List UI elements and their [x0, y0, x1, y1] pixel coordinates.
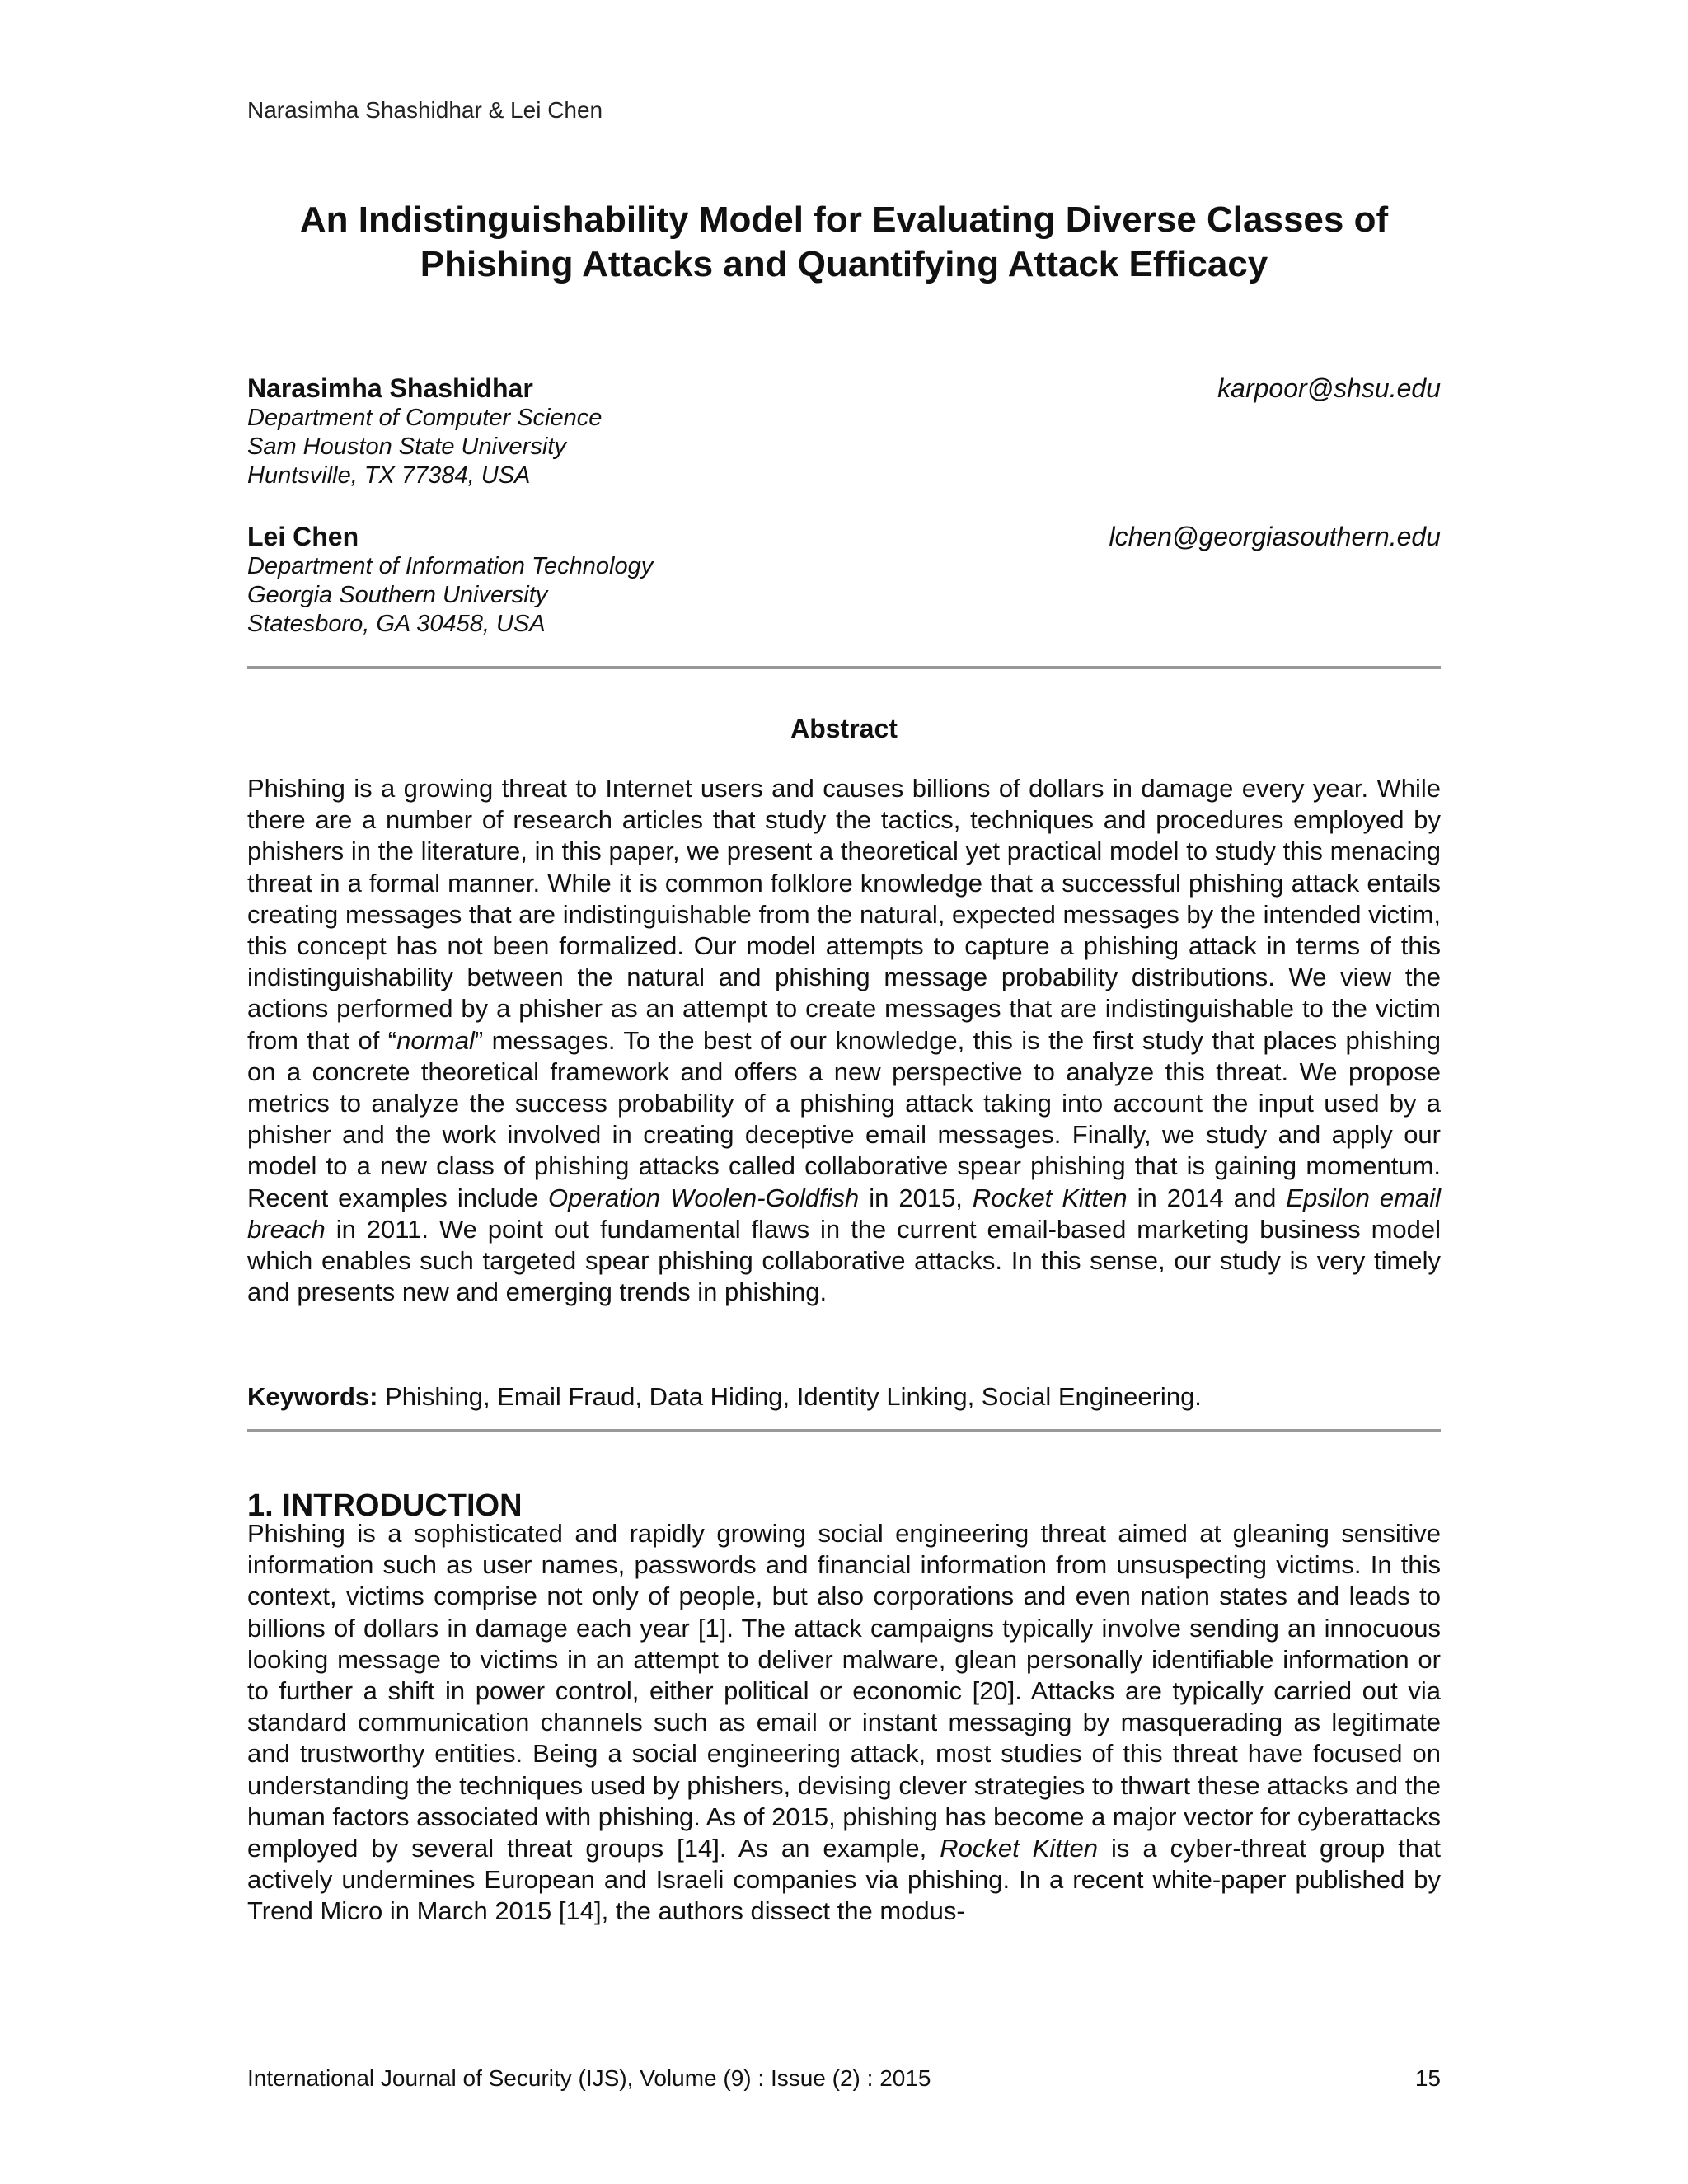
abstract-italic: Rocket Kitten [972, 1183, 1128, 1212]
author-email[interactable]: lchen@georgiasouthern.edu [1109, 522, 1441, 551]
running-header: Narasimha Shashidhar & Lei Chen [247, 97, 603, 123]
author-name: Narasimha Shashidhar [247, 373, 533, 403]
author-location: Statesboro, GA 30458, USA [247, 611, 546, 637]
title-line-2: Phishing Attacks and Quantifying Attack Efficacy [420, 244, 1268, 284]
abstract-heading: Abstract [790, 714, 898, 743]
author-location: Huntsville, TX 77384, USA [247, 462, 531, 489]
title-line-1: An Indistinguishability Model for Evaluating Diverse Classes of [299, 199, 1389, 240]
author-block-1 [247, 373, 1441, 490]
introduction-text [247, 1518, 1441, 1928]
footer-journal: International Journal of Security (IJS), Volume (9) : Issue (2) : 2015 [247, 2065, 931, 2091]
author-name: Lei Chen [247, 522, 359, 551]
author-block-2 [247, 521, 1441, 639]
author-university: Georgia Southern University [247, 582, 548, 608]
abstract-segment: Phishing is a growing threat to Internet users and causes billions of dollars in damage every year. While there are a number of research articles that study the tactics, techniques and procedures employed by phishers in the literature, in this paper, we present a theoretical yet practical model to study this menacing threat in a formal manner. While it is common folklore knowledge that a successful phishing attack entails creating messages that are indistinguishable from the natural, expected messages by the intended victim, this concept has not been formalized. Our model attempts to capture a phishing attack in terms of this indistinguishability between the natural and phishing message probability distributions. We view the actions performed by a phisher as an attempt to create messages that are indistinguishable to the victim from that of “ [247, 774, 1441, 1055]
abstract-segment: in 2014 and [1127, 1183, 1287, 1212]
page-footer [247, 2065, 1441, 2092]
abstract-segment: in 2011. We point out fundamental flaws in the current email-based marketing business model which enables such targeted spear phishing collaborative attacks. In this sense, our study is very timely and presents new and emerging trends in phishing. [247, 1214, 1441, 1307]
abstract-segment: ” messages. To the best of our knowledge, this is the first study that places phishing on a concrete theoretical framework and offers a new perspective to analyze this threat. We propose metrics to analyze the success probability of a phishing attack taking into account the input used by a phisher and the work involved in creating deceptive email messages. Finally, we study and apply our model to a new class of phishing attacks called collaborative spear phishing that is gaining momentum. Recent examples include [247, 1025, 1441, 1212]
keywords-text: Phishing, Email Fraud, Data Hiding, Identity Linking, Social Engineering. [377, 1382, 1202, 1411]
paper-title [247, 198, 1441, 287]
intro-segment: Phishing is a sophisticated and rapidly growing social engineering threat aimed at gleaning sensitive information such as user names, passwords and financial information from unsuspecting victims. In this context, victims comprise not only of people, but also corporations and even nation states and leads to billions of dollars in damage each year [1]. The attack campaigns typically involve sending an innocuous looking message to victims in an attempt to deliver malware, glean personally identifiable information or to further a shift in power control, either political or economic [20]. Attacks are typically carried out via standard communication channels such as email or instant messaging by masquerading as legitimate and trustworthy entities. Being a social engineering attack, most studies of this threat have focused on understanding the techniques used by phishers, devising clever strategies to thwart these attacks and the human factors associated with phishing. As of 2015, phishing has become a major vector for cyberattacks employed by several threat groups [14]. As an example, [247, 1519, 1441, 1863]
divider [247, 1429, 1441, 1432]
abstract-italic: Epsilon email breach [247, 1183, 1441, 1244]
abstract-segment: in 2015, [859, 1183, 973, 1212]
author-department: Department of Information Technology [247, 553, 654, 579]
author-department: Department of Computer Science [247, 405, 603, 431]
keywords-label: Keywords: [247, 1382, 378, 1411]
page-number: 15 [1414, 2065, 1441, 2091]
author-email[interactable]: karpoor@shsu.edu [1217, 373, 1441, 403]
section-heading-introduction: 1. INTRODUCTION [247, 1488, 523, 1523]
divider [247, 666, 1441, 669]
abstract-italic: normal [396, 1025, 475, 1055]
abstract-text [247, 773, 1441, 1308]
abstract-italic: Operation Woolen-Goldfish [548, 1183, 860, 1212]
author-university: Sam Houston State University [247, 434, 566, 460]
intro-italic: Rocket Kitten [940, 1834, 1098, 1863]
keywords [247, 1381, 1441, 1413]
intro-segment: is a cyber-threat group that actively undermines European and Israeli companies via phishing. In a recent white-paper published by Trend Micro in March 2015 [14], the authors dissect the modus- [247, 1834, 1441, 1926]
